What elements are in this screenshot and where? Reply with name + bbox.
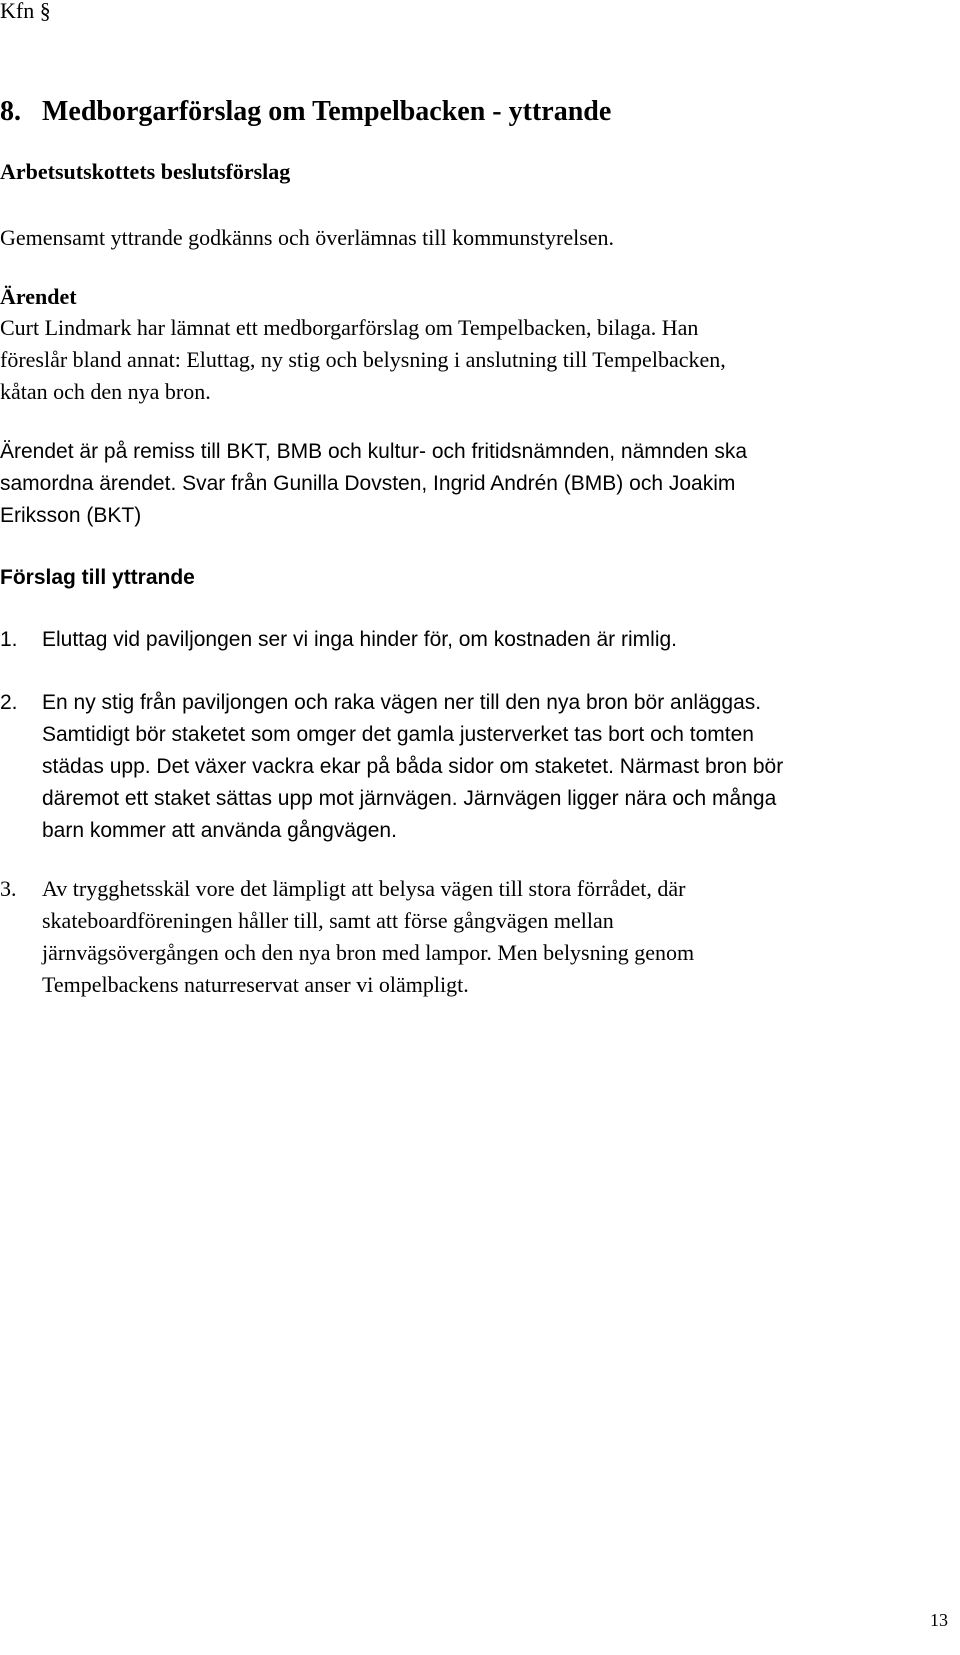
list-item-line: Eluttag vid paviljongen ser vi inga hinder för, om kostnaden är rimlig. (42, 628, 678, 651)
statement-heading: Förslag till yttrande (0, 566, 195, 589)
matter-line: Curt Lindmark har lämnat ett medborgarförslag om Tempelbacken, bilaga. Han (0, 315, 699, 340)
list-item-line: En ny stig från paviljongen och raka vägen ner till den nya bron bör anläggas. (42, 691, 762, 714)
list-item-line: skateboardföreningen håller till, samt att förse gångvägen mellan (42, 908, 614, 933)
title-text: Medborgarförslag om Tempelbacken - yttrande (42, 96, 612, 127)
list-item-line: däremot ett staket sättas upp mot järnvägen. Järnvägen ligger nära och många (42, 787, 777, 810)
header-label: Kfn § (0, 0, 51, 23)
referral-paragraph (0, 436, 747, 532)
list-item-line: järnvägsövergången och den nya bron med lampor. Men belysning genom (42, 940, 695, 965)
matter-paragraph (0, 312, 726, 408)
proposal-heading: Arbetsutskottets beslutsförslag (0, 159, 291, 184)
list-item-body (42, 687, 783, 847)
matter-line: kåtan och den nya bron. (0, 379, 211, 404)
page-title (0, 94, 611, 130)
list-item-line: Tempelbackens naturreservat anser vi olämpligt. (42, 972, 469, 997)
list-item-number: 2. (0, 691, 18, 714)
list-item-body (42, 624, 677, 656)
list-item-number: 3. (0, 876, 17, 901)
list-item-body (42, 873, 694, 1001)
list-item-line: städas upp. Det växer vackra ekar på båda sidor om staketet. Närmast bron bör (42, 755, 784, 778)
matter-line: föreslår bland annat: Eluttag, ny stig och belysning i anslutning till Tempelbacken, (0, 347, 726, 372)
referral-line: samordna ärendet. Svar från Gunilla Dovsten, Ingrid Andrén (BMB) och Joakim (0, 472, 736, 495)
list-item-number: 1. (0, 628, 18, 651)
referral-line: Eriksson (BKT) (0, 504, 142, 527)
matter-heading: Ärendet (0, 284, 77, 309)
list-item-line: barn kommer att använda gångvägen. (42, 819, 397, 842)
page-number: 13 (930, 1610, 948, 1630)
title-number: 8. (0, 96, 21, 127)
list-item-line: Samtidigt bör staketet som omger det gamla justerverket tas bort och tomten (42, 723, 754, 746)
list-item-line: Av trygghetsskäl vore det lämpligt att belysa vägen till stora förrådet, där (42, 876, 686, 901)
referral-line: Ärendet är på remiss till BKT, BMB och kultur- och fritidsnämnden, nämnden ska (0, 440, 747, 463)
proposal-text: Gemensamt yttrande godkänns och överlämnas till kommunstyrelsen. (0, 225, 615, 250)
